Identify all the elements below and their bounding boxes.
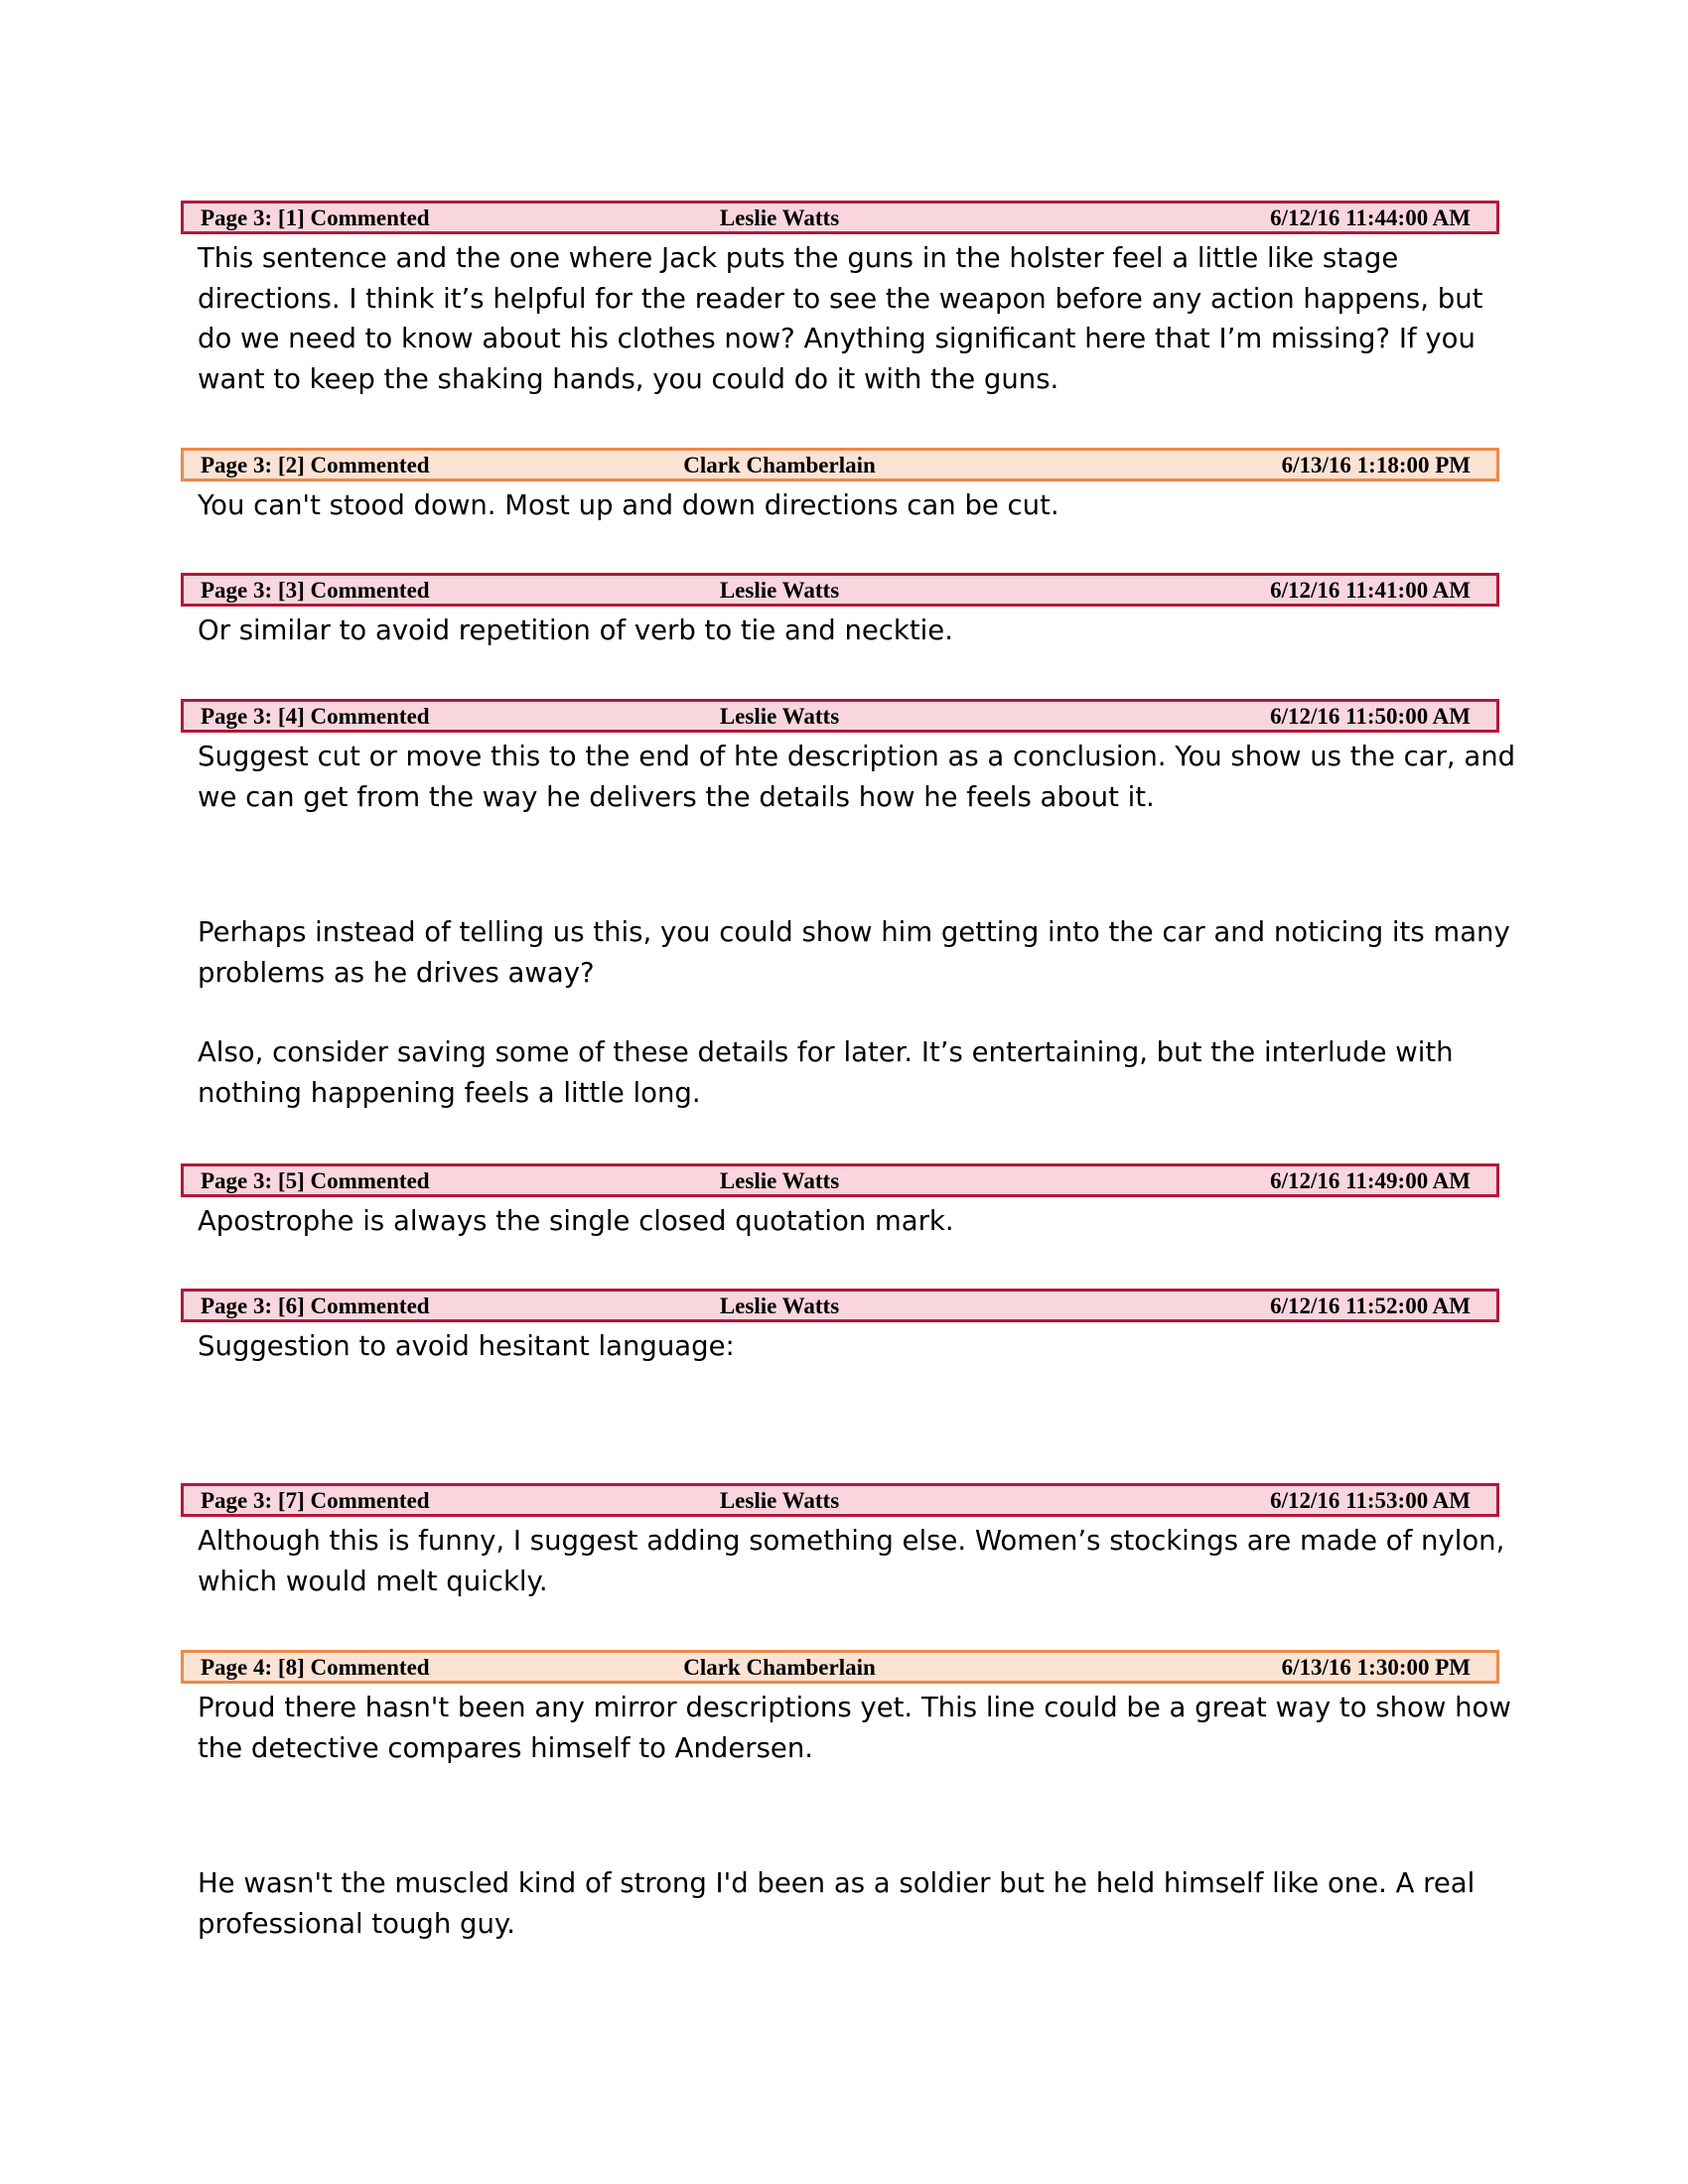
- comment-date: 6/12/16 11:41:00 AM: [1270, 578, 1471, 603]
- comment-author: Leslie Watts: [719, 578, 840, 603]
- comment-page-ref: Page 4: [8] Commented: [201, 1655, 430, 1680]
- comment-3: [181, 573, 1499, 651]
- comment-author: Clark Chamberlain: [683, 1655, 876, 1680]
- comment-text-line: do we need to know about his clothes now? Anything significant here that I’m missing? If you: [198, 323, 1476, 354]
- comment-author: Leslie Watts: [719, 704, 840, 729]
- comment-header: [181, 448, 1499, 481]
- comment-header: [181, 1289, 1499, 1322]
- comment-date: 6/12/16 11:44:00 AM: [1270, 205, 1471, 230]
- comment-page-ref: Page 3: [3] Commented: [201, 578, 430, 603]
- comment-text-line: Suggestion to avoid hesitant language:: [198, 1330, 735, 1362]
- comment-body: [181, 1684, 1511, 1944]
- comment-header: [181, 573, 1499, 607]
- comment-date: 6/12/16 11:52:00 AM: [1270, 1294, 1471, 1318]
- comment-page-ref: Page 3: [6] Commented: [201, 1294, 430, 1318]
- comment-body: [181, 1197, 1499, 1242]
- comment-text-line: Suggest cut or move this to the end of hte description as a conclusion. You show us the car, and: [198, 741, 1516, 772]
- comment-page-ref: Page 3: [4] Commented: [201, 704, 430, 729]
- comment-page-ref: Page 3: [2] Commented: [201, 453, 430, 478]
- comment-date: 6/12/16 11:49:00 AM: [1270, 1168, 1471, 1193]
- comment-text-line: Or similar to avoid repetition of verb to tie and necktie.: [198, 614, 953, 646]
- comment-text-line: professional tough guy.: [198, 1907, 516, 1940]
- comment-date: 6/12/16 11:50:00 AM: [1270, 704, 1471, 729]
- comment-header: [181, 1483, 1499, 1517]
- comment-text-line: nothing happening feels a little long.: [198, 1076, 701, 1109]
- comment-text-line: Also, consider saving some of these details for later. It’s entertaining, but the interlude with: [198, 1036, 1454, 1068]
- comment-text-line: directions. I think it’s helpful for the reader to see the weapon before any action happens, but: [198, 282, 1483, 315]
- comment-author: Leslie Watts: [719, 1294, 840, 1318]
- comment-body: [181, 1322, 1499, 1367]
- comment-header: [181, 1650, 1499, 1684]
- comment-date: 6/13/16 1:18:00 PM: [1281, 453, 1471, 478]
- comment-header: [181, 699, 1499, 733]
- comment-4: [181, 699, 1516, 1113]
- comment-text-line: want to keep the shaking hands, you could do it with the guns.: [198, 362, 1059, 395]
- comment-8: [181, 1650, 1511, 1944]
- comment-text-line: This sentence and the one where Jack puts the guns in the holster feel a little like stage: [198, 242, 1399, 274]
- comment-text-line: Although this is funny, I suggest adding something else. Women’s stockings are made of nylon,: [198, 1525, 1505, 1557]
- comment-text-line: Proud there hasn't been any mirror descriptions yet. This line could be a great way to show how: [198, 1692, 1511, 1723]
- comment-page-ref: Page 3: [7] Commented: [201, 1488, 430, 1513]
- comment-text-line: You can't stood down. Most up and down directions can be cut.: [198, 489, 1059, 521]
- comment-page-ref: Page 3: [5] Commented: [201, 1168, 430, 1193]
- comment-author: Leslie Watts: [719, 1488, 840, 1513]
- comment-date: 6/13/16 1:30:00 PM: [1281, 1655, 1471, 1680]
- comment-1: [181, 201, 1499, 399]
- comment-author: Clark Chamberlain: [683, 453, 876, 478]
- comment-body: [181, 1517, 1505, 1601]
- comment-header: [181, 1163, 1499, 1197]
- comment-text-line: the detective compares himself to Andersen.: [198, 1731, 814, 1764]
- comment-text-line: Apostrophe is always the single closed quotation mark.: [198, 1205, 954, 1237]
- comment-text-line: which would melt quickly.: [198, 1565, 548, 1597]
- comment-7: [181, 1483, 1505, 1601]
- comment-text-line: Perhaps instead of telling us this, you could show him getting into the car and noticing its many: [198, 916, 1510, 948]
- comment-5: [181, 1163, 1499, 1242]
- comment-6: [181, 1289, 1499, 1367]
- comment-body: [181, 733, 1516, 1113]
- comment-date: 6/12/16 11:53:00 AM: [1270, 1488, 1471, 1513]
- comment-body: [181, 234, 1499, 399]
- comment-text-line: we can get from the way he delivers the details how he feels about it.: [198, 780, 1155, 813]
- comment-page-ref: Page 3: [1] Commented: [201, 205, 430, 230]
- comment-author: Leslie Watts: [719, 205, 840, 230]
- comment-2: [181, 448, 1499, 526]
- comment-author: Leslie Watts: [719, 1168, 840, 1193]
- comment-body: [181, 607, 1499, 651]
- comment-text-line: problems as he drives away?: [198, 956, 595, 989]
- comment-body: [181, 481, 1499, 526]
- comment-header: [181, 201, 1499, 234]
- comment-text-line: He wasn't the muscled kind of strong I'd been as a soldier but he held himself like one. A real: [198, 1867, 1476, 1899]
